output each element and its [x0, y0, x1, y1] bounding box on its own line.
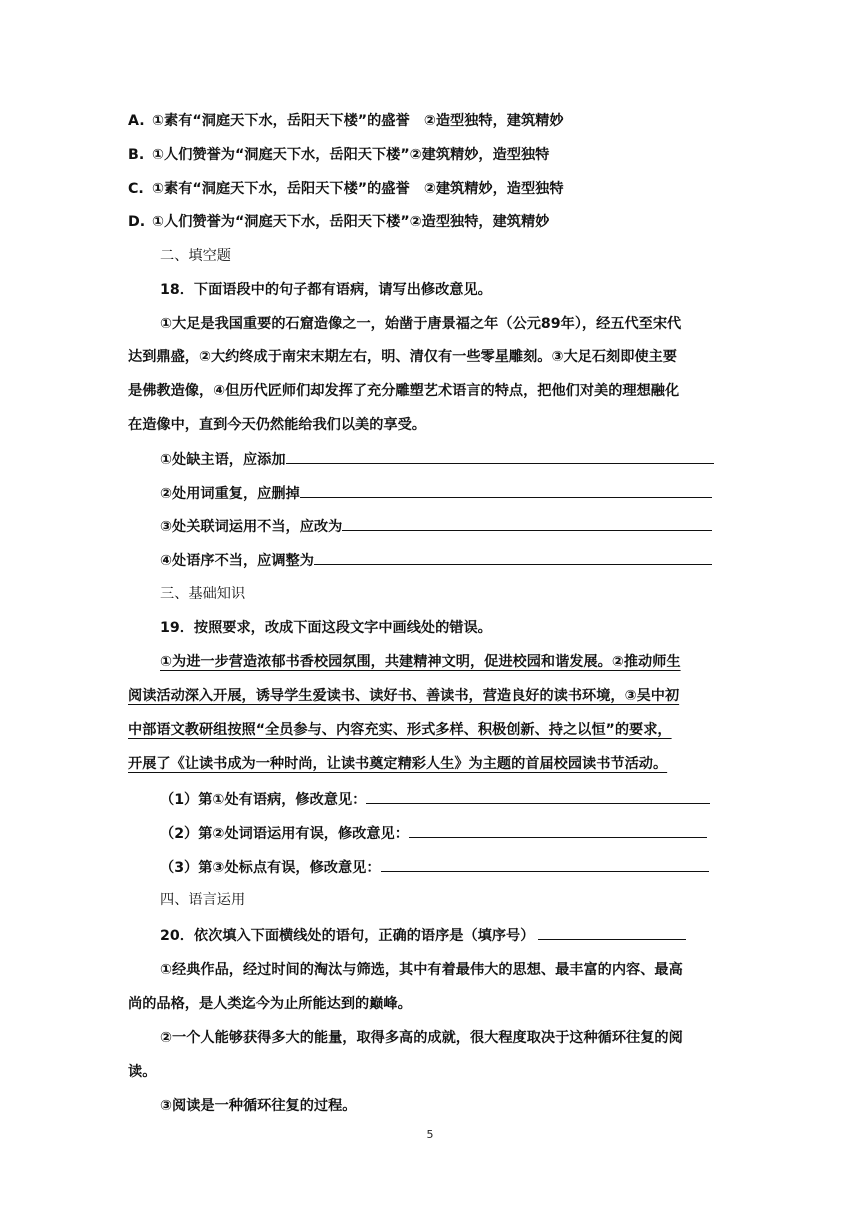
q20-passage-line: ①经典作品，经过时间的淘汰与筛选，其中有着最伟大的思想、最丰富的内容、最高: [160, 962, 683, 978]
q20-passage-line: ③阅读是一种循环往复的过程。: [160, 1098, 357, 1114]
q20-passage-line: ②一个人能够获得多大的能量，取得多高的成就，很大程度取决于这种循环往复的阅: [160, 1030, 683, 1046]
option-text: ①素有“洞庭天下水，岳阳天下楼”的盛誉 ②建筑精妙，造型独特: [152, 181, 564, 197]
q18-item-3: [160, 516, 760, 537]
answer-blank[interactable]: [342, 516, 712, 531]
answer-blank[interactable]: [286, 449, 714, 464]
section-heading-basic-knowledge: 三、基础知识: [160, 586, 246, 602]
option-text: ①人们赞誉为“洞庭天下水，岳阳天下楼”②造型独特，建筑精妙: [152, 214, 550, 230]
question-18-title: 18．下面语段中的句子都有语病，请写出修改意见。: [160, 282, 492, 298]
q18-item-label: ①处缺主语，应添加: [160, 452, 286, 468]
q19-item-label: （3）第③处标点有误，修改意见：: [160, 860, 381, 876]
q18-passage-line: 达到鼎盛，②大约终成于南宋末期左右，明、清仅有一些零星雕刻。③大足石刻即使主要: [128, 349, 677, 365]
answer-blank[interactable]: [314, 550, 712, 565]
option-letter: A.: [128, 113, 145, 129]
answer-blank[interactable]: [381, 857, 709, 872]
option-text: ①人们赞誉为“洞庭天下水，岳阳天下楼”②建筑精妙，造型独特: [152, 147, 550, 163]
question-20-title: 20．依次填入下面横线处的语句，正确的语序是（填序号）: [160, 928, 535, 944]
q18-passage-line: 是佛教造像，④但历代匠师们却发挥了充分雕塑艺术语言的特点，把他们对美的理想融化: [128, 383, 680, 399]
option-text: ①素有“洞庭天下水，岳阳天下楼”的盛誉 ②造型独特，建筑精妙: [152, 113, 564, 129]
q18-item-label: ④处语序不当，应调整为: [160, 553, 314, 569]
option-letter: C.: [128, 181, 144, 197]
q20-passage-line: 尚的品格，是人类迄今为止所能达到的巅峰。: [128, 996, 412, 1012]
option-b: [128, 145, 728, 165]
q18-item-label: ③处关联词运用不当，应改为: [160, 519, 343, 535]
q19-item-1: [160, 789, 760, 810]
q19-item-label: （2）第②处词语运用有误，修改意见：: [160, 826, 409, 842]
answer-blank[interactable]: [409, 823, 707, 838]
q19-passage-line: 中部语文教研组按照“全员参与、内容充实、形式多样、积极创新、持之以恒”的要求，: [128, 722, 672, 738]
q19-item-2: [160, 823, 760, 844]
q18-passage-line: 在造像中，直到今天仍然能给我们以美的享受。: [128, 417, 426, 433]
question-19-title: 19．按照要求，改成下面这段文字中画线处的错误。: [160, 620, 492, 636]
q19-item-3: [160, 857, 760, 878]
option-c: [128, 179, 728, 199]
q19-passage-line: ①为进一步营造浓郁书香校园氛围，共建精神文明，促进校园和谐发展。②推动师生: [160, 654, 681, 670]
option-d: [128, 212, 728, 232]
section-heading-fill-blank: 二、填空题: [160, 248, 231, 264]
q19-passage-line: 开展了《让读书成为一种时尚，让读书奠定精彩人生》为主题的首届校园读书节活动。: [128, 756, 668, 772]
q18-item-1: [160, 449, 760, 470]
q18-item-2: [160, 483, 760, 504]
section-heading-language-use: 四、语言运用: [160, 892, 246, 908]
answer-blank[interactable]: [300, 483, 712, 498]
q18-item-4: [160, 550, 760, 571]
page-number: 5: [426, 1128, 434, 1141]
option-letter: B.: [128, 147, 145, 163]
answer-blank[interactable]: [538, 925, 686, 940]
q19-item-label: （1）第①处有语病，修改意见：: [160, 792, 367, 808]
q20-passage-line: 读。: [128, 1064, 157, 1080]
q18-item-label: ②处用词重复，应删掉: [160, 486, 300, 502]
option-letter: D.: [128, 214, 146, 230]
option-a: [128, 111, 728, 131]
q18-passage-line: ①大足是我国重要的石窟造像之一，始凿于唐景福之年（公元89年），经五代至宋代: [160, 316, 682, 332]
q19-passage-line: 阅读活动深入开展，诱导学生爱读书、读好书、善读书，营造良好的读书环境，③吴中初: [128, 688, 680, 704]
question-20: [160, 925, 760, 946]
answer-blank[interactable]: [366, 789, 710, 804]
